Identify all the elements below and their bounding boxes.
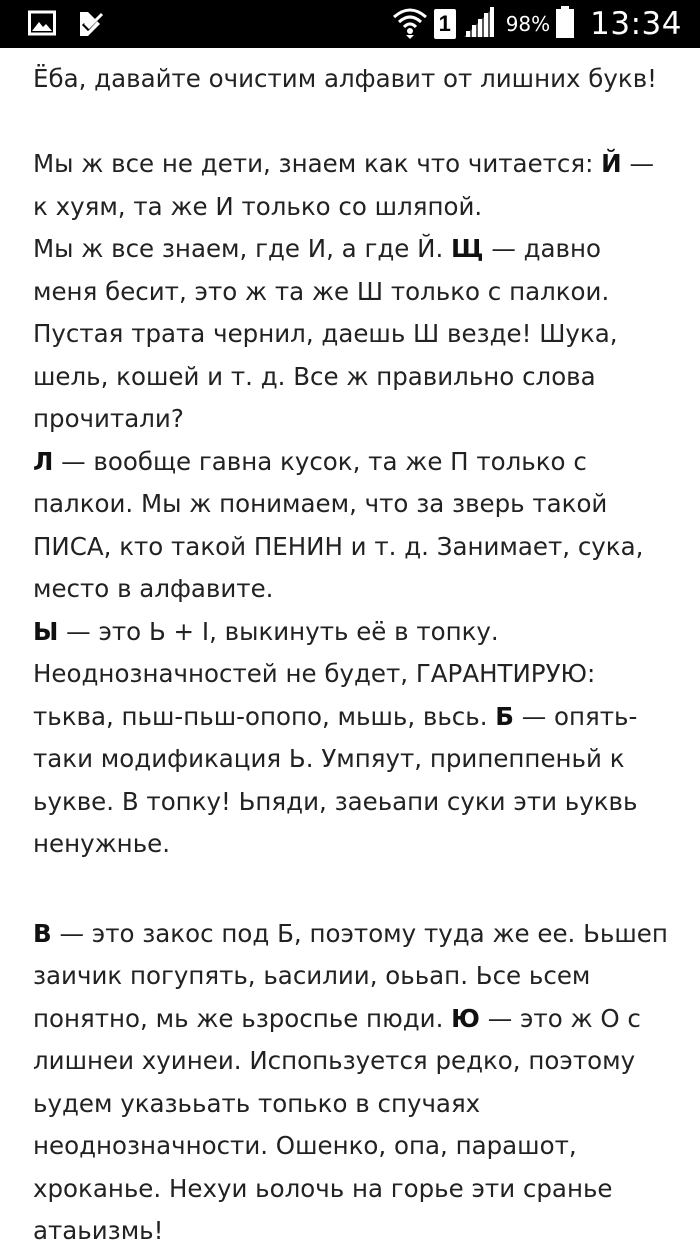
post-paragraph-intro bbox=[33, 58, 673, 101]
post-text-line: — давно меня бесит, это ж та же Ш только с палкои. Пустая трата чернил, даешь Ш везде! Шука, шель, кошей и т. д. Все ж правильно слова прочитали? bbox=[33, 234, 618, 433]
bold-letter: Ы bbox=[33, 616, 59, 646]
post-text-line: — это закос под Б, поэтому туда же ее. Ььшеп заичик погупять, ьасилии, оььап. Ьсе ьсем понятно, мь же ьзроспье пюди. bbox=[33, 918, 668, 1033]
post-text-line: — это ж О с лишнеи хуинеи. Испопьзуется редко, поэтому ьудем указььать топько в спучаях неоднозначности. Ошенко, опа, парашот, хроканье. Нехуи ьолочь на горье эти сранье атаьизмь! bbox=[33, 1003, 641, 1245]
wifi-icon bbox=[392, 5, 428, 44]
post-paragraph-2 bbox=[33, 441, 673, 611]
post-text-line: — к хуям, та же И только со шляпой. bbox=[33, 149, 654, 221]
bold-letter: В bbox=[33, 918, 52, 948]
post-text bbox=[33, 58, 673, 1253]
clock: 13:34 bbox=[590, 6, 682, 42]
post-text-line: — это Ь + I, выкинуть её в топку. Неоднозначностей не будет, ГАРАНТИРУЮ: тьква, пьш-пьш-опопо, мьшь, вьсь. bbox=[33, 616, 596, 731]
post-text-line: — опять-таки модификация Ь. Умпяут, припеппеньй к ьукве. В топку! Ьпяди, заеьапи суки эти ьуквь ненужнье. bbox=[33, 701, 638, 858]
system-indicators bbox=[392, 0, 682, 48]
bold-letter: Б bbox=[495, 701, 514, 731]
sim-slot-badge: 1 bbox=[434, 9, 456, 39]
post-text-line: Ёба, давайте очистим алфавит от лишних букв! bbox=[33, 64, 657, 93]
post-text-line: — вообще гавна кусок, та же П только с палкои. Мы ж понимаем, что за зверь такой ПИСА, кто такой ПЕНИН и т. д. Занимает, сука, место в алфавите. bbox=[33, 446, 644, 603]
battery-icon bbox=[556, 6, 574, 43]
post-paragraph-1 bbox=[33, 143, 673, 441]
battery-percent: 98% bbox=[505, 12, 551, 36]
post-text-line: Мы ж все не дети, знаем как что читается: bbox=[33, 149, 602, 178]
paragraph-gap bbox=[33, 101, 673, 144]
bold-letter: Щ bbox=[451, 234, 484, 263]
post-text-line: Мы ж все знаем, где И, а где Й. bbox=[33, 234, 452, 263]
bold-letter: Ю bbox=[451, 1003, 480, 1033]
status-bar bbox=[0, 0, 700, 48]
task-check-notification-icon bbox=[78, 10, 106, 43]
post-paragraph-4 bbox=[33, 913, 673, 1253]
post-paragraph-3 bbox=[33, 611, 673, 866]
bold-letter: Л bbox=[33, 446, 54, 476]
gallery-notification-icon bbox=[28, 10, 56, 41]
signal-icon bbox=[462, 7, 496, 42]
paragraph-gap bbox=[33, 866, 673, 913]
bold-letter: Й bbox=[601, 149, 622, 178]
